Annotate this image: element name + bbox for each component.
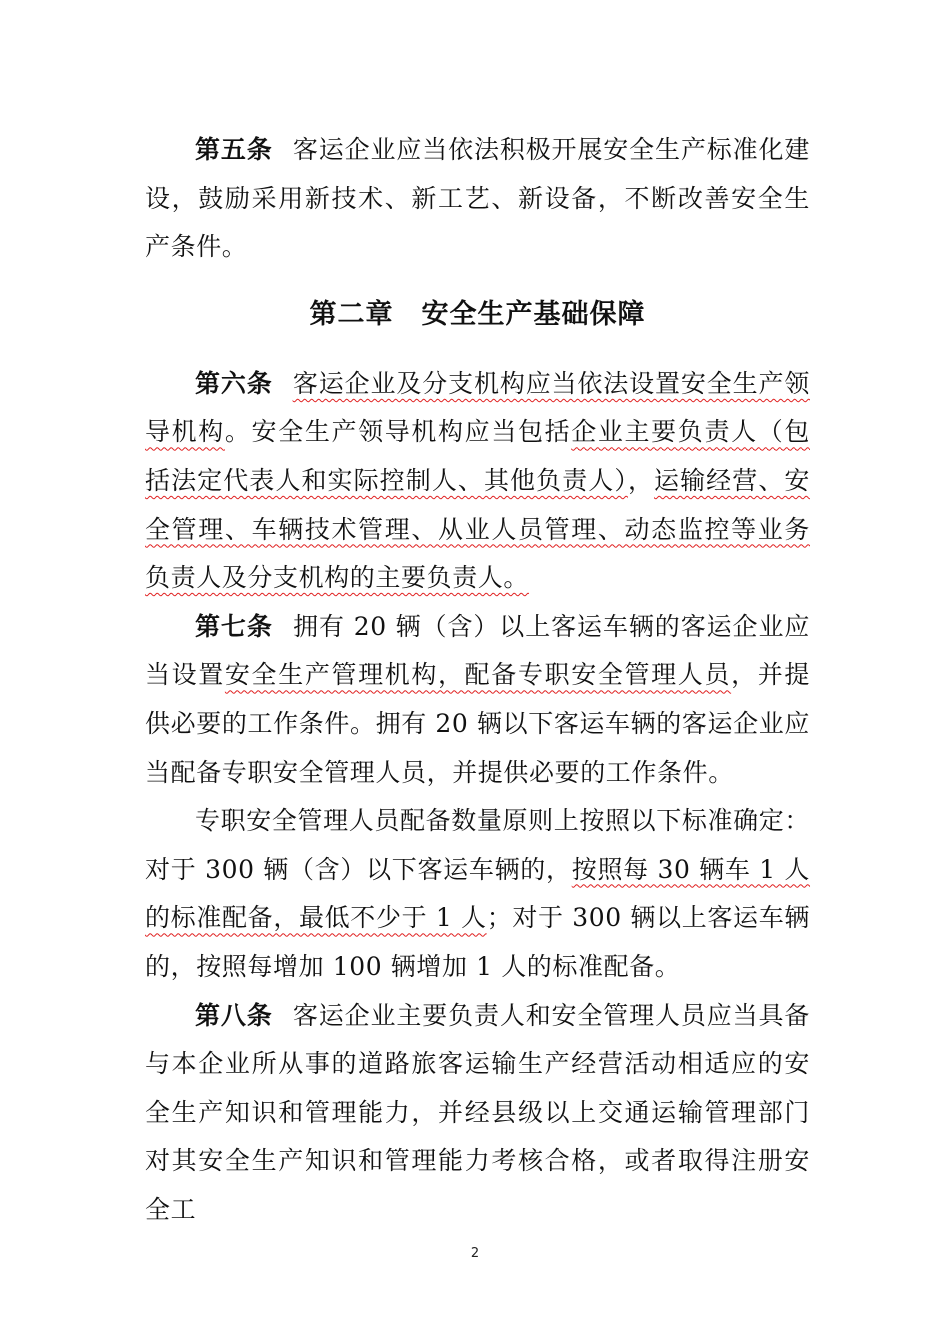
article-8-text: 客运企业主要负责人和安全管理人员应当具备与本企业所从事的道路旅客运输生产经营活动相适应的安全生产知识和管理能力，并经县级以上交通运输管理部门对其安全生产知识和管理能力考核合格，或者取得注册安全工 bbox=[145, 1000, 810, 1224]
article-6 bbox=[145, 360, 810, 603]
staffing-underlined-1: 按照每 30 辆车 1 人的标准配备，最低不少于 1 人 bbox=[145, 854, 811, 933]
article-6-underlined-3: 运输经营、安全管理、车辆技术管理、从业人员管理、动态监控等业务负责人及分支机构的主要负责人。 bbox=[145, 465, 810, 593]
article-5-lead: 第五条 bbox=[195, 135, 273, 164]
document-body bbox=[145, 126, 810, 1234]
article-7 bbox=[145, 603, 810, 797]
article-7-underlined-1: 安全生产管理机构，配备专职安全管理人员 bbox=[224, 660, 732, 690]
article-8 bbox=[145, 992, 810, 1235]
article-7-text-1: 拥有 20 辆（含）以上客运车辆的客运企业应当设置 bbox=[145, 611, 810, 690]
staffing-text-1: 专职安全管理人员配备数量原则上按照以下标准确定：对于 300 辆（含）以下客运车辆的， bbox=[145, 806, 810, 884]
staffing-text-2: ；对于 300 辆以上客运车辆的，按照每增加 100 辆增加 1 人的标准配备。 bbox=[145, 903, 810, 981]
page-number: 2 bbox=[470, 1246, 480, 1261]
chapter-2-title: 第二章 安全生产基础保障 bbox=[309, 298, 646, 330]
article-8-lead: 第八条 bbox=[195, 1000, 273, 1030]
article-6-text-2: ， bbox=[627, 465, 655, 495]
article-6-text-1: 。安全生产领导机构应当包括 bbox=[224, 417, 572, 447]
article-5-text: 客运企业应当依法积极开展安全生产标准化建设，鼓励采用新技术、新工艺、新设备，不断改善安全生产条件。 bbox=[145, 135, 810, 262]
article-6-underlined-2: 企业主要负责人（包括法定代表人和实际控制人、其他负责人） bbox=[145, 417, 810, 495]
staffing-standard bbox=[145, 797, 810, 991]
article-7-text-2: ，并提供必要的工作条件。拥有 20 辆以下客运车辆的客运企业应当配备专职安全管理人员，并提供必要的工作条件。 bbox=[145, 660, 810, 787]
article-6-lead: 第六条 bbox=[195, 368, 273, 398]
article-6-underlined-1: 客运企业及分支机构应当依法设置安全生产领导机构 bbox=[145, 368, 810, 447]
article-5 bbox=[145, 126, 810, 272]
article-7-lead: 第七条 bbox=[195, 611, 273, 641]
